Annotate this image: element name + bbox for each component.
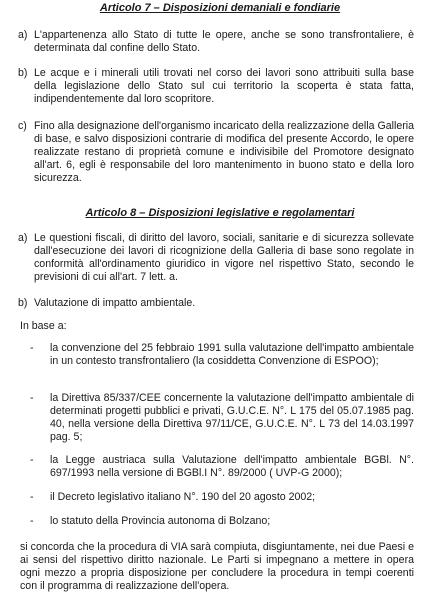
item-label: c): [18, 120, 27, 132]
article-7-item-c: [18, 120, 414, 185]
article-8-item-a: [18, 232, 414, 284]
bullet-dash: -: [30, 392, 34, 404]
article-7-heading: Articolo 7 – Disposizioni demaniali e fondiarie: [99, 2, 341, 14]
bullet-text: lo statuto della Provincia autonoma di Bolzano;: [50, 515, 271, 527]
article-7-item-b: [18, 67, 414, 106]
bullet-dash: -: [30, 454, 34, 466]
item-label: b): [18, 67, 28, 79]
in-base-label: In base a:: [20, 320, 67, 332]
item-text: Le questioni fiscali, di diritto del lavoro, sociali, sanitarie e di sicurezza sollevate dall'esecuzione dei lavori di ricognizione della Galleria di base sono regolate in conformità all'ordinamento giuridico in vigore nel rispettivo Stato, secondo le previsioni di cui all'art. 7 lett. a.: [34, 232, 414, 283]
article-8-heading: Articolo 8 – Disposizioni legislative e regolamentari: [85, 207, 355, 219]
bullet-text: il Decreto legislativo italiano N°. 190 del 20 agosto 2002;: [50, 491, 316, 503]
item-text: Fino alla designazione dell'organismo incaricato della realizzazione della Galleria di base, e salvo disposizioni contrarie di modifica del presente Accordo, le opere realizzate restano di proprietà comune e indivisibile del Promotore designato all'art. 6, egli è responsabile del loro mantenimento in buono stato e della loro sicurezza.: [34, 120, 414, 184]
item-label: b): [18, 297, 28, 309]
bullet-dash: -: [30, 491, 34, 503]
item-text: L'appartenenza allo Stato di tutte le opere, anche se sono transfrontaliere, è determinata dal confine dello Stato.: [34, 29, 414, 54]
bullet-dash: -: [30, 342, 34, 354]
item-label: a): [18, 232, 28, 244]
bullet-item: [30, 454, 414, 480]
article-8-item-b: [18, 297, 414, 310]
article-7-item-a: [18, 29, 414, 55]
bullet-item: [30, 342, 414, 368]
item-label: a): [18, 29, 28, 41]
bullet-text: la Legge austriaca sulla Valutazione dell'impatto ambientale BGBl. N°. 697/1993 nella versione di BGBl.I N°. 89/2000 ( UVP-G 2000);: [50, 454, 414, 479]
bullet-item: [30, 491, 414, 504]
bullet-item: [30, 392, 414, 444]
item-text: Valutazione di impatto ambientale.: [34, 297, 196, 309]
bullet-dash: -: [30, 515, 34, 527]
bullet-text: la Direttiva 85/337/CEE concernente la valutazione dell'impatto ambientale di determinati progetti pubblici e privati, G.U.C.E. N°. L 175 del 05.07.1985 pag. 40, nella versione della Direttiva 97/11/CE, G.U.C.E. N°. L 73 del 14.03.1997 pag. 5;: [50, 392, 414, 443]
bullet-item: [30, 515, 414, 528]
bullet-text: la convenzione del 25 febbraio 1991 sulla valutazione dell'impatto ambientale in un contesto transfrontaliero (la cosiddetta Convenzione di ESPOO);: [50, 342, 414, 367]
item-text: Le acque e i minerali utili trovati nel corso dei lavori sono attribuiti sulla base della legislazione dello Stato sul cui territorio la scoperta è stata fatta, indipendentemente dal loro scopritore.: [34, 67, 414, 105]
closing-paragraph: si concorda che la procedura di VIA sarà compiuta, disgiuntamente, nei due Paesi e ai sensi del rispettivo diritto nazionale. Le Parti si impegnano a mettere in opera ogni mezzo a propria disposizione per concludere la procedura in tempi coerenti con il programma di realizzazione dell'opera.: [20, 541, 414, 592]
